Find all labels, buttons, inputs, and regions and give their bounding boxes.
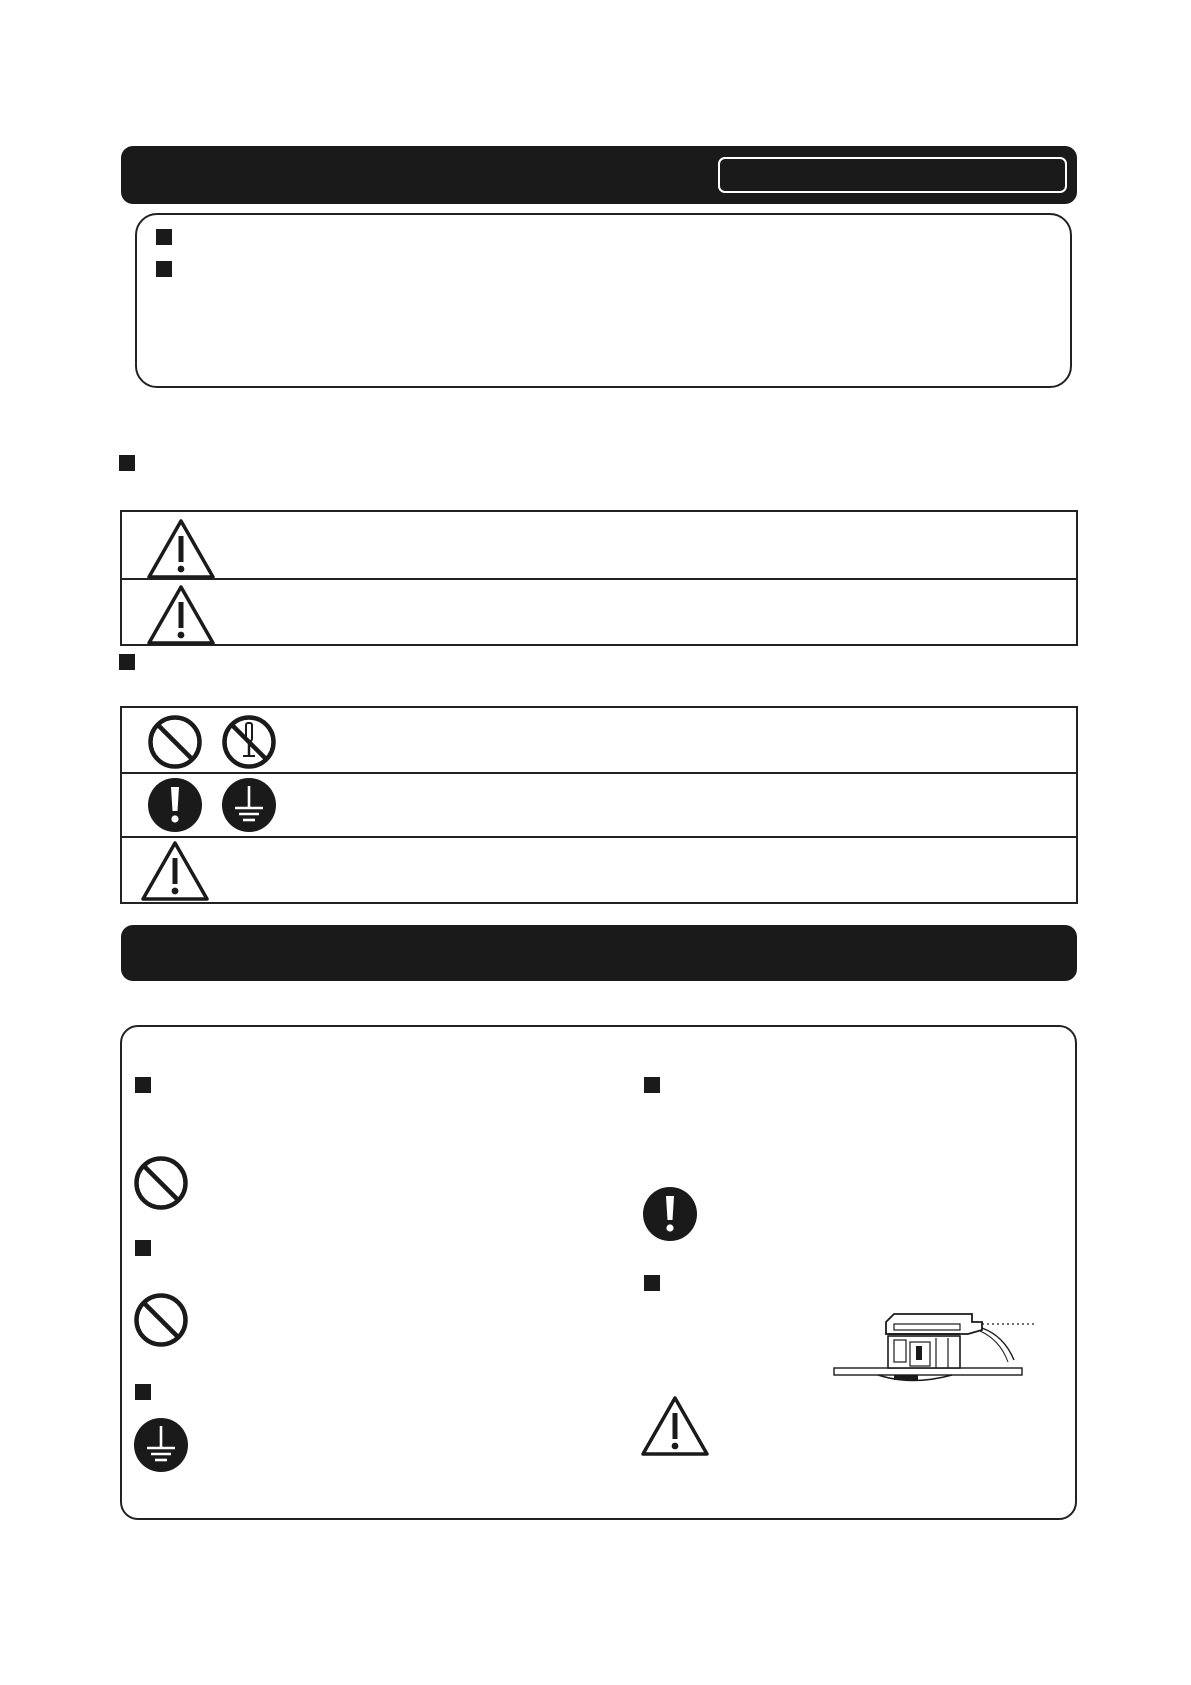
warning-triangle-icon — [640, 1395, 710, 1457]
bullet-square — [135, 1384, 151, 1400]
warning-triangle-icon — [146, 518, 216, 580]
prohibition-icon — [147, 714, 203, 770]
bullet-square — [644, 1275, 660, 1291]
bullet-square — [644, 1077, 660, 1093]
bullet-square — [119, 455, 135, 471]
signal-table — [120, 510, 1078, 646]
symbol-row — [122, 774, 1076, 836]
bullet-square — [119, 654, 135, 670]
bullet-square — [135, 1240, 151, 1256]
prohibition-icon — [133, 1292, 189, 1348]
prohibition-icon — [133, 1155, 189, 1211]
signal-row — [122, 512, 1076, 578]
warning-triangle-icon — [146, 584, 216, 646]
mandatory-action-icon — [147, 777, 203, 833]
precautions-box — [120, 1025, 1077, 1520]
no-disassembly-icon — [221, 714, 277, 770]
bullet-square — [156, 229, 172, 245]
signal-row — [122, 580, 1076, 644]
note-box — [135, 213, 1072, 388]
bullet-square — [135, 1077, 151, 1093]
ground-icon — [221, 777, 277, 833]
header-label-box — [718, 157, 1067, 193]
warning-triangle-icon — [140, 840, 210, 902]
installed-unit-diagram — [832, 1302, 1062, 1402]
bullet-square — [156, 261, 172, 277]
symbol-row — [122, 708, 1076, 772]
symbol-row — [122, 838, 1076, 902]
symbol-table — [120, 706, 1078, 904]
header-bar — [121, 146, 1077, 204]
precautions-bar — [121, 925, 1077, 981]
mandatory-action-icon — [642, 1186, 698, 1242]
ground-icon — [133, 1417, 189, 1473]
